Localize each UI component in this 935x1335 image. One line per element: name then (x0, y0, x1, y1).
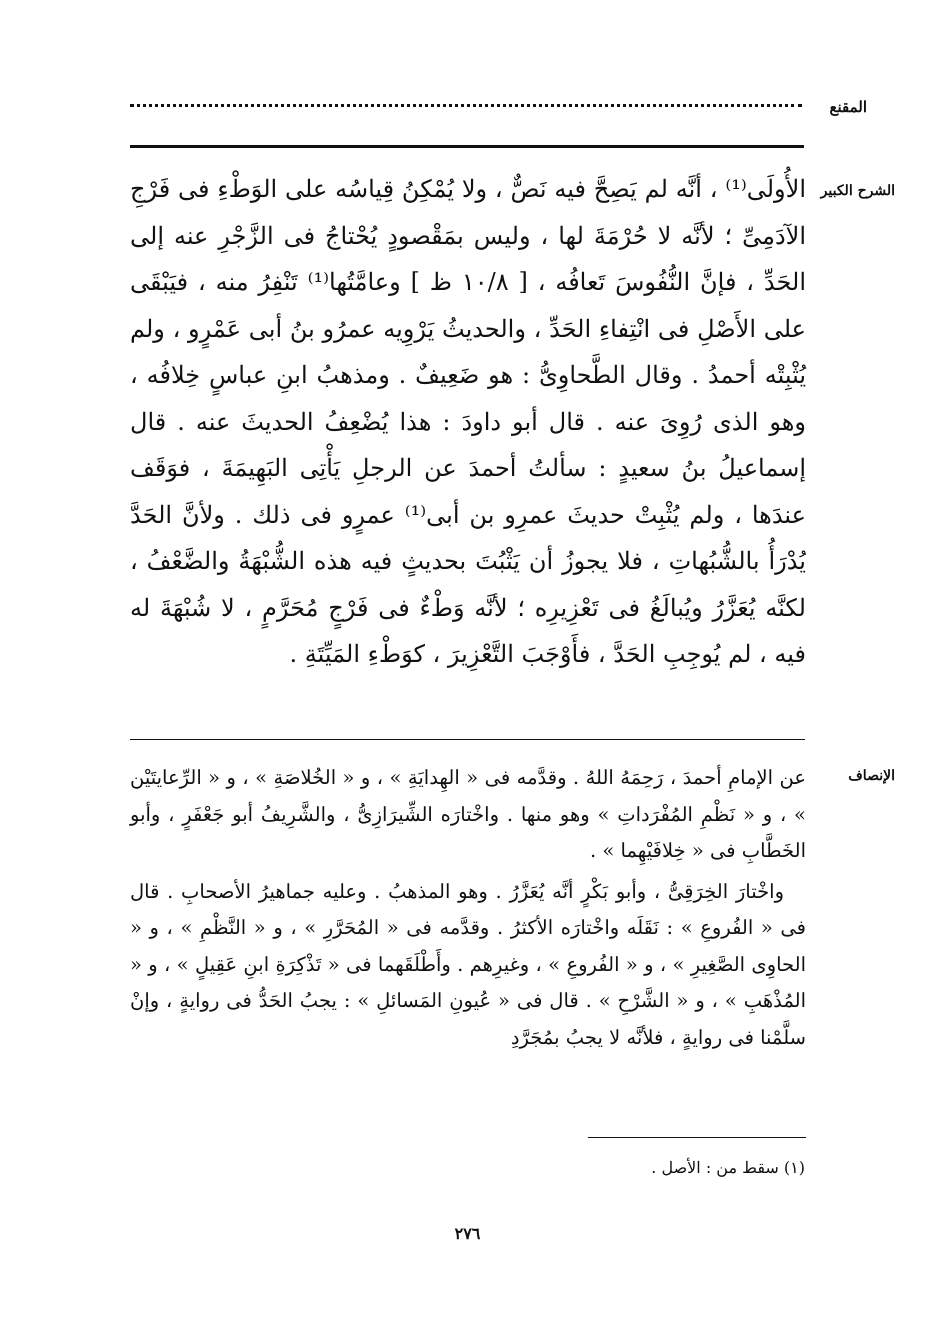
footnote-rule (588, 1137, 806, 1138)
insaf-paragraph-1: عن الإمامِ أحمدَ ، رَحِمَهُ اللهُ . وقدَّمه فى « الهِدايَةِ » ، و « الخُلاصَةِ » ، و « الرِّعايتَيْن » ، و « نَظْمِ المُفْرَداتِ » وهو منها . واخْتارَه الشِّيرَازِىُّ ، والشَّرِيفُ أبو جَعْفَرٍ ، وأبو الخَطَّابِ فى « خِلافَيْهِما » . (130, 766, 806, 862)
section-divider (130, 739, 805, 740)
insaf-section-label: الإنصاف (848, 768, 895, 784)
sharh-paragraph: الأُولَى⁽¹⁾ ، أنَّه لم يَصِحَّ فيه نَصٌّ ، ولا يُمْكِنُ قِياسُه على الوَطْءِ فى فَرْجِ الآدَمِىِّ ؛ لأنَّه لا حُرْمَةَ لها ، وليس بمَقْصودٍ يُحْتاجُ فى الزَّجْرِ عنه إلى الحَدِّ ، فإنَّ النُّفُوسَ تَعافُه ، [ ١٠/٨ ظ ] وعامَّتُها⁽¹⁾ تَنْفِرُ منه ، فيَبْقَى على الأَصْلِ فى انْتِفاءِ الحَدِّ ، والحديثُ يَرْوِيه عمرُو بنُ أبى عَمْرٍو ، ولم يُثْبِتْه أحمدُ . وقال الطَّحاوِىُّ : هو ضَعِيفٌ . ومذهبُ ابنِ عباسٍ خِلافُه ، وهو الذى رُوِىَ عنه . قال أبو داودَ : هذا يُضْعِفُ الحديثَ عنه . قال إسماعيلُ بنُ سعيدٍ : سألتُ أحمدَ عن الرجلِ يَأْتِى البَهِيمَةَ ، فوَقَف عندَها ، ولم يُثْبِتْ حديثَ عمرِو بن أبى⁽¹⁾ عمرٍو فى ذلك . ولأنَّ الحَدَّ يُدْرَأُ بالشُّبُهاتِ ، فلا يجوزُ أن يَثْبُتَ بحديثٍ فيه هذه الشُّبْهَةُ والضَّعْفُ ، لكنَّه يُعَزَّرُ ويُبالَغُ فى تَعْزِيرِه ؛ لأنَّه وَطْءٌ فى فَرْجٍ مُحَرَّمٍ ، لا شُبْهَةَ له فيه ، لم يُوجِبِ الحَدَّ ، فأَوْجَبَ التَّعْزِيرَ ، كوَطْءِ المَيِّتَةِ . (130, 175, 807, 668)
sharh-section-label: الشرح الكبير (820, 183, 895, 199)
header-rule (130, 145, 804, 148)
insaf-paragraph-2: واخْتارَ الخِرَقِىُّ ، وأبو بَكْرٍ أنَّه يُعَزَّرُ . وهو المذهبُ . وعليه جماهيرُ الأصحابِ . قال فى « الفُروعِ » : نَقَلَه واخْتارَه الأكثرُ . وقدَّمه فى « المُحَرَّرِ » ، و « النَّظْمِ » ، و « الحاوِى الصَّغِيرِ » ، و « الفُروعِ » ، وغيرِهم . وأَطْلَقَهما فى « تَذْكِرَةِ ابنِ عَقِيلٍ » ، و « المُذْهَبِ » ، و « الشَّرْحِ » . قال فى « عُيونِ المَسائلِ » : يجبُ الحَدُّ فى روايةٍ ، وإنْ سلَّمْنا فى روايةٍ ، فلأنَّه لا يجبُ بمُجَرَّدِ (130, 879, 806, 1049)
running-header-label: المقنع (829, 98, 867, 116)
sharh-text-block (130, 166, 806, 678)
insaf-text-block (130, 760, 806, 1056)
page-number: ٢٧٦ (454, 1224, 481, 1243)
header-dotted-rule (130, 104, 802, 107)
footnote: (١) سقط من : الأصل . (651, 1158, 805, 1177)
